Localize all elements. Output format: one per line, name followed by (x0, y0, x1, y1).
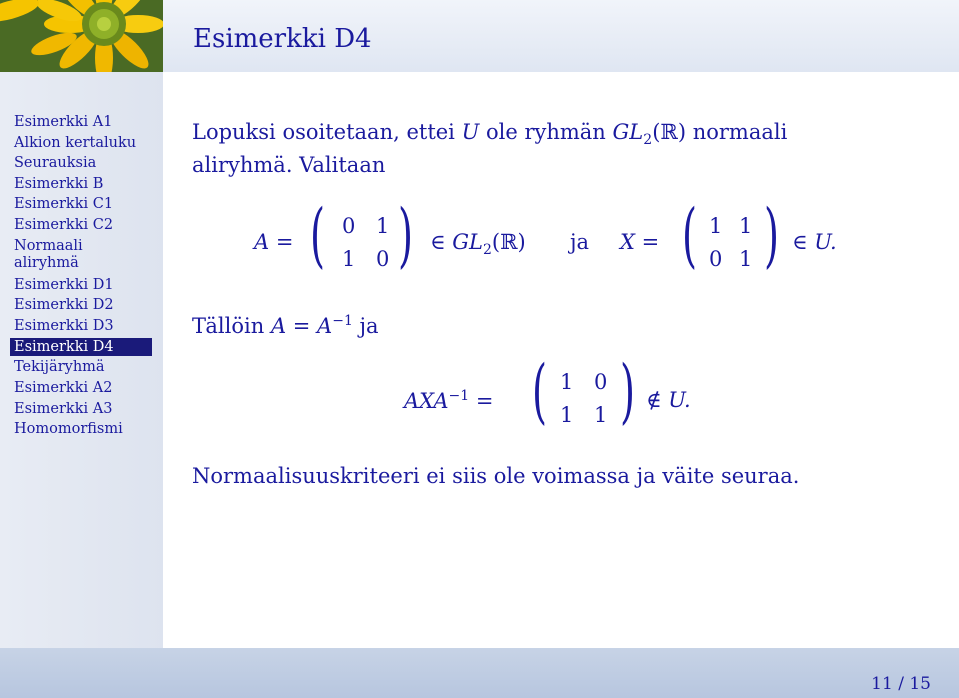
page-current: 11 (871, 674, 893, 694)
page-total: 15 (909, 674, 931, 694)
math-U: U (461, 120, 480, 144)
right-paren: ) (764, 194, 780, 276)
right-paren: ) (620, 350, 636, 432)
matrix-cell: 1 (709, 214, 723, 238)
left-paren: ( (532, 350, 548, 432)
nav-item-esimerkki-b[interactable]: Esimerkki B (14, 175, 104, 192)
math-exponent: −1 (332, 313, 353, 329)
matrix-cell: 0 (594, 370, 608, 394)
then-ja: ja (359, 314, 379, 338)
math-subscript: 2 (482, 242, 492, 259)
page-number (871, 674, 931, 694)
sidebar (0, 0, 163, 648)
eq1-ja: ja (570, 230, 590, 254)
matrix-A (310, 194, 414, 278)
nav-item-homomorfismi[interactable]: Homomorfismi (14, 421, 123, 438)
intro-line-1 (192, 120, 787, 148)
nav-item-normaali-aliryhma[interactable]: Normaali aliryhmä (14, 237, 83, 271)
nav-item-esimerkki-a1[interactable]: Esimerkki A1 (14, 114, 113, 130)
section-navigation (0, 112, 163, 440)
right-paren: ) (398, 194, 414, 276)
conclusion-text: Normaalisuuskriteeri ei siis ole voimassa ja väite seuraa. (192, 464, 800, 488)
matrix-cell: 0 (342, 214, 356, 238)
matrix-cell: 1 (560, 403, 574, 427)
math-GL: GL (612, 120, 644, 144)
math-subscript: 2 (643, 132, 653, 149)
eq1-membership (430, 230, 526, 258)
math-A-eq-Ainv: A = A (270, 314, 333, 338)
math-in-GL: ∈ GL (430, 230, 483, 254)
intro-text: ole ryhmän (485, 120, 606, 144)
eq2-notin-U: ∉ U. (646, 388, 691, 412)
left-paren: ( (682, 194, 698, 276)
nav-item-esimerkki-a2[interactable]: Esimerkki A2 (14, 379, 113, 396)
left-paren: ( (310, 194, 326, 276)
matrix-cell: 1 (739, 247, 753, 271)
eq1-lhs: A = (254, 230, 294, 254)
page-separator: / (898, 674, 904, 694)
matrix-cell: 1 (739, 214, 753, 238)
matrix-cell: 0 (709, 247, 723, 271)
nav-item-alkion-kertaluku[interactable]: Alkion kertaluku (14, 134, 137, 151)
math-R: (ℝ) (491, 230, 526, 254)
eq1-in-U: ∈ U. (792, 230, 837, 254)
then-text: Tällöin (192, 314, 265, 338)
math-R: (ℝ) (652, 120, 687, 144)
nav-item-esimerkki-c1[interactable]: Esimerkki C1 (14, 196, 114, 213)
matrix-cell: 1 (560, 370, 574, 394)
eq1-X-lhs: X = (620, 230, 660, 254)
matrix-X (682, 194, 792, 278)
math-exponent: −1 (448, 388, 470, 404)
matrix-cell: 1 (342, 247, 356, 271)
nav-item-tekijaryhma[interactable]: Tekijäryhmä (14, 359, 105, 376)
nav-item-esimerkki-d2[interactable]: Esimerkki D2 (14, 297, 114, 314)
nav-item-esimerkki-d1[interactable]: Esimerkki D1 (14, 276, 114, 293)
nav-item-esimerkki-d3[interactable]: Esimerkki D3 (14, 317, 114, 334)
nav-item-esimerkki-c2[interactable]: Esimerkki C2 (14, 216, 114, 233)
intro-line-2: aliryhmä. Valitaan (192, 153, 386, 177)
nav-item-seurauksia[interactable]: Seurauksia (14, 155, 97, 172)
matrix-cell: 1 (594, 403, 608, 427)
intro-text: Lopuksi osoitetaan, ettei (192, 120, 455, 144)
footer-bar (0, 648, 959, 698)
matrix-AXAinv (532, 350, 642, 434)
frame-title: Esimerkki D4 (193, 24, 372, 54)
eq2-lhs (404, 388, 493, 413)
nav-item-esimerkki-a3[interactable]: Esimerkki A3 (14, 400, 113, 417)
intro-text: normaali (692, 120, 788, 144)
then-line (192, 313, 379, 338)
math-AXA: AXA (404, 389, 449, 413)
nav-item-esimerkki-d4[interactable]: Esimerkki D4 (10, 338, 152, 356)
math-equals: = (475, 389, 494, 413)
frame-header (163, 0, 959, 72)
matrix-cell: 1 (376, 214, 390, 238)
sunflower-logo (0, 0, 163, 72)
matrix-cell: 0 (376, 247, 390, 271)
